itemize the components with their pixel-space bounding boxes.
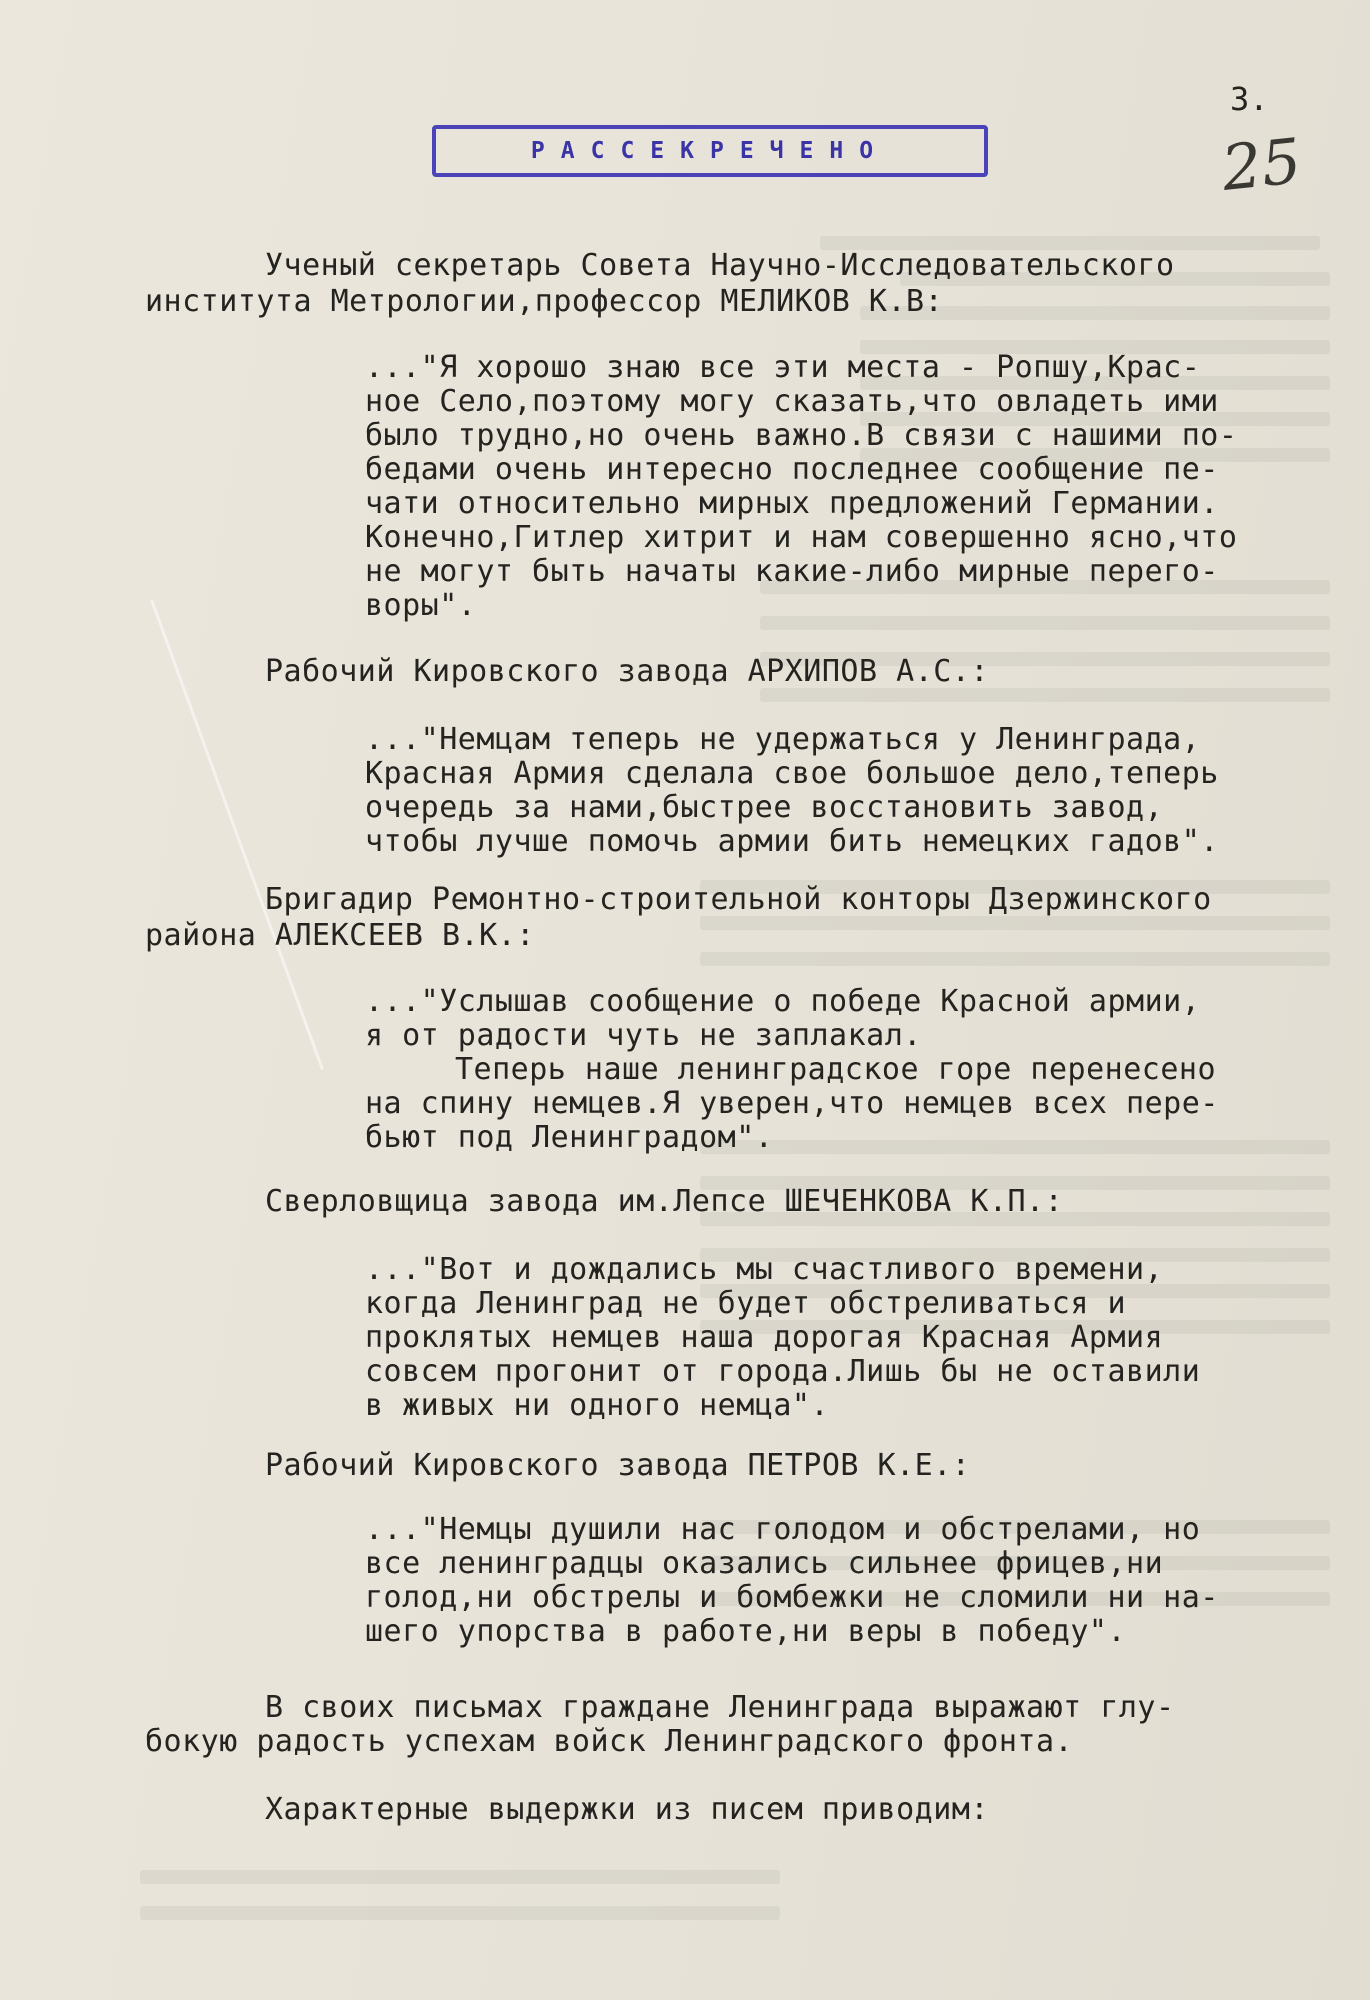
text-line: было трудно,но очень важно.В связи с нашими по-	[365, 418, 1238, 453]
text-line: на спину немцев.Я уверен,что немцев всех пере-	[365, 1086, 1219, 1121]
text-line: бьют под Ленинградом".	[365, 1120, 774, 1155]
text-line: воры".	[365, 588, 477, 623]
text-line: очередь за нами,быстрее восстановить завод,	[365, 790, 1164, 825]
text-line: не могут быть начаты какие-либо мирные перего-	[365, 554, 1219, 589]
text-line: все ленинградцы оказались сильнее фрицев,ни	[365, 1546, 1164, 1581]
text-line: бедами очень интересно последнее сообщение пе-	[365, 452, 1219, 487]
text-line: ..."Вот и дождались мы счастливого времени,	[365, 1252, 1164, 1287]
text-line: В своих письмах граждане Ленинграда выражают глу-	[265, 1690, 1175, 1725]
text-line: Красная Армия сделала свое большое дело,теперь	[365, 756, 1219, 791]
text-line: ..."Я хорошо знаю все эти места - Ропшу,Крас-	[365, 350, 1201, 385]
text-line: Рабочий Кировского завода ПЕТРОВ К.Е.:	[265, 1448, 971, 1483]
text-line: района АЛЕКСЕЕВ В.К.:	[145, 918, 535, 953]
text-line: проклятых немцев наша дорогая Красная Армия	[365, 1320, 1164, 1355]
text-line: шего упорства в работе,ни веры в победу".	[365, 1614, 1127, 1649]
text-line: ..."Немцы душили нас голодом и обстрелами, но	[365, 1512, 1201, 1547]
text-line: ..."Немцам теперь не удержаться у Ленинграда,	[365, 722, 1201, 757]
text-line: Бригадир Ремонтно-строительной конторы Дзержинского	[265, 882, 1212, 917]
declassified-stamp: РАССЕКРЕЧЕНО	[432, 125, 988, 177]
text-line: голод,ни обстрелы и бомбежки не сломили ни на-	[365, 1580, 1219, 1615]
text-line: Теперь наше ленинградское горе перенесено	[455, 1052, 1217, 1087]
text-line: Конечно,Гитлер хитрит и нам совершенно ясно,что	[365, 520, 1238, 555]
text-line: Характерные выдержки из писем приводим:	[265, 1792, 989, 1827]
text-line: в живых ни одного немца".	[365, 1388, 830, 1423]
page-number: 3.	[1230, 80, 1269, 118]
text-line: Ученый секретарь Совета Научно-Исследовательского	[265, 248, 1175, 283]
text-line: чтобы лучше помочь армии бить немецких гадов".	[365, 824, 1219, 859]
text-line: бокую радость успехам войск Ленинградского фронта.	[145, 1724, 1074, 1759]
text-line: ..."Услышав сообщение о победе Красной армии,	[365, 984, 1201, 1019]
text-line: чати относительно мирных предложений Германии.	[365, 486, 1219, 521]
text-line: совсем прогонит от города.Лишь бы не оставили	[365, 1354, 1201, 1389]
text-line: Сверловщица завода им.Лепсе ШЕЧЕНКОВА К.П.:	[265, 1184, 1064, 1219]
text-line: ное Село,поэтому могу сказать,что овладеть ими	[365, 384, 1219, 419]
text-line: института Метрологии,профессор МЕЛИКОВ К.В:	[145, 284, 944, 319]
handwritten-folio-number: 25	[1218, 124, 1305, 205]
text-line: Рабочий Кировского завода АРХИПОВ А.С.:	[265, 654, 989, 689]
text-line: когда Ленинград не будет обстреливаться и	[365, 1286, 1127, 1321]
text-line: я от радости чуть не заплакал.	[365, 1018, 922, 1053]
